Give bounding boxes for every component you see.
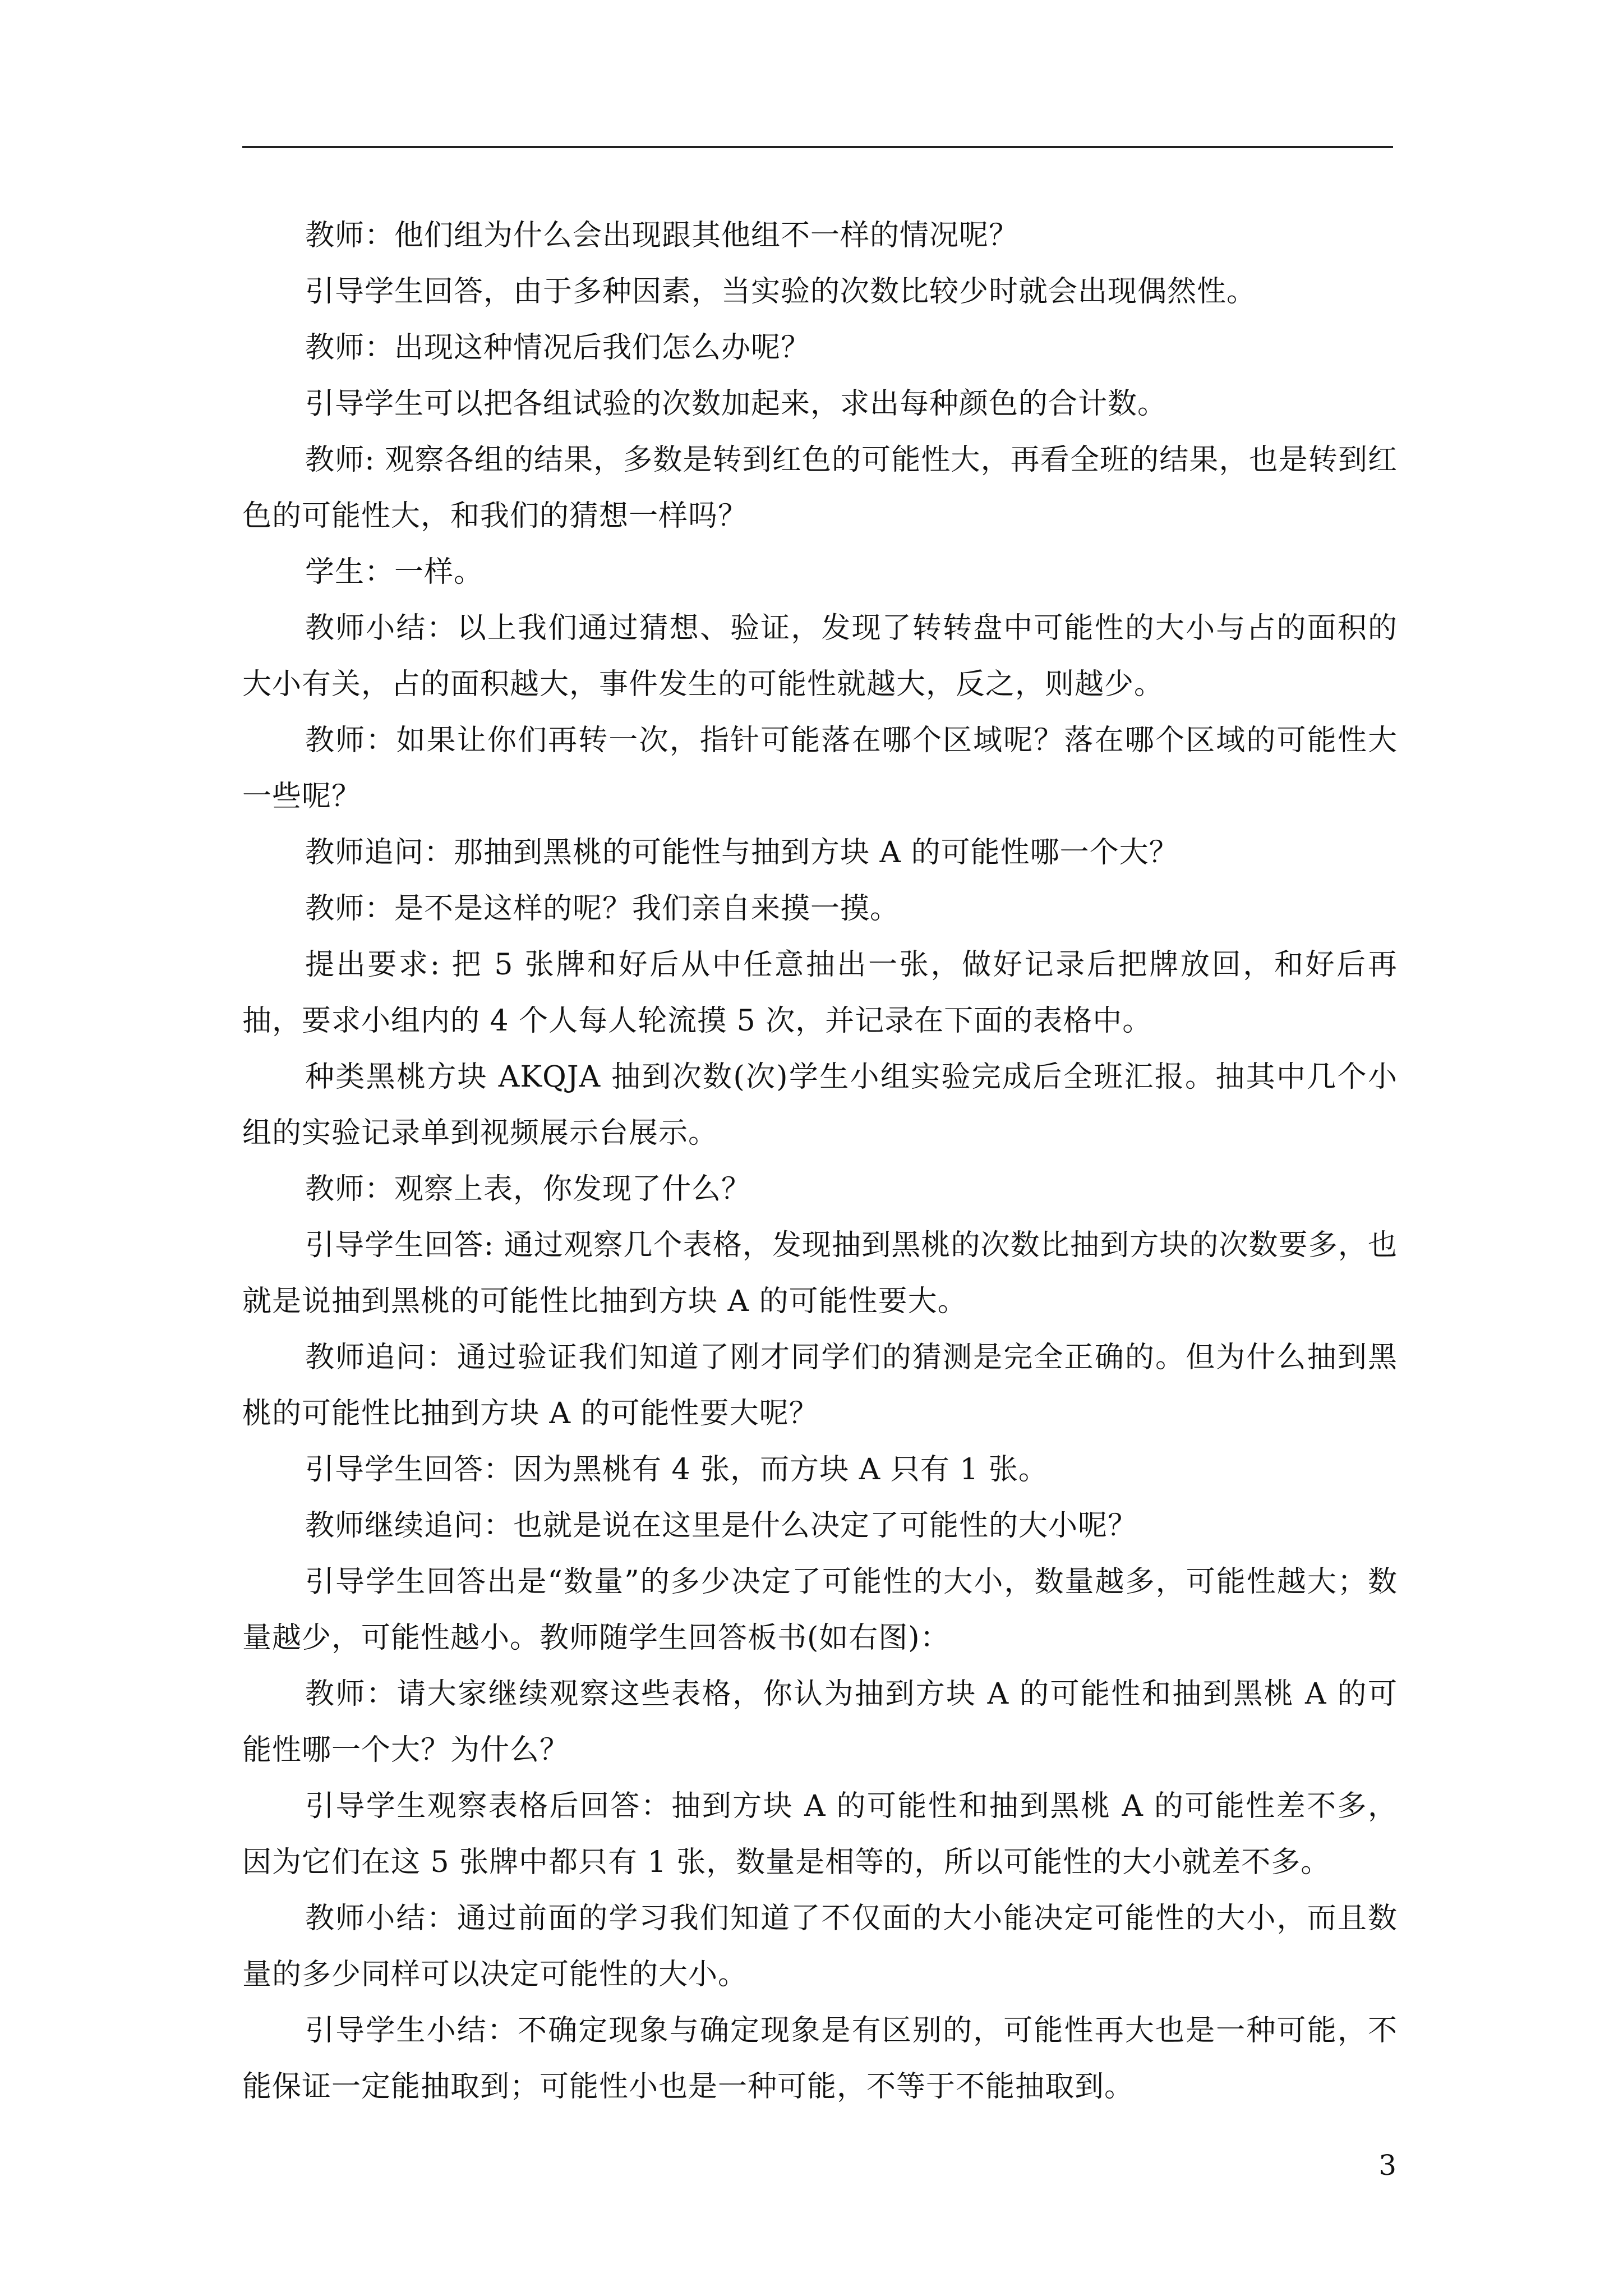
paragraph: 引导学生回答，由于多种因素，当实验的次数比较少时就会出现偶然性。 bbox=[305, 275, 1257, 309]
paragraph: 引导学生回答：因为黑桃有 4 张，而方块 A 只有 1 张。 bbox=[305, 1453, 1048, 1487]
paragraph: 教师：观察上表，你发现了什么？ bbox=[305, 1172, 751, 1206]
paragraph: 教师: 观察各组的结果，多数是转到红色的可能性大，再看全班的结果，也是转到红色的可能性大，和我们的猜想一样吗？ bbox=[242, 443, 1398, 533]
paragraph: 种类黑桃方块 AKQJA 抽到次数(次)学生小组实验完成后全班汇报。抽其中几个小组的实验记录单到视频展示台展示。 bbox=[242, 1060, 1398, 1150]
paragraph: 教师：请大家继续观察这些表格，你认为抽到方块 A 的可能性和抽到黑桃 A 的可能性哪一个大？为什么？ bbox=[242, 1677, 1398, 1767]
paragraph: 引导学生小结：不确定现象与确定现象是有区别的，可能性再大也是一种可能，不能保证一定能抽取到；可能性小也是一种可能，不等于不能抽取到。 bbox=[242, 2014, 1398, 2104]
paragraph: 教师：如果让你们再转一次，指针可能落在哪个区域呢？落在哪个区域的可能性大一些呢？ bbox=[242, 724, 1398, 813]
paragraph: 教师：是不是这样的呢？我们亲自来摸一摸。 bbox=[305, 892, 900, 926]
paragraph: 教师小结：通过前面的学习我们知道了不仅面的大小能决定可能性的大小，而且数量的多少同样可以决定可能性的大小。 bbox=[242, 1902, 1398, 1991]
paragraph: 教师：出现这种情况后我们怎么办呢？ bbox=[305, 331, 811, 365]
paragraph: 教师追问：通过验证我们知道了刚才同学们的猜测是完全正确的。但为什么抽到黑桃的可能性比抽到方块 A 的可能性要大呢？ bbox=[242, 1341, 1398, 1430]
page-number: 3 bbox=[1378, 2149, 1396, 2182]
paragraph: 教师：他们组为什么会出现跟其他组不一样的情况呢？ bbox=[305, 219, 1019, 252]
paragraph: 引导学生观察表格后回答：抽到方块 A 的可能性和抽到黑桃 A 的可能性差不多，因为它们在这 5 张牌中都只有 1 张，数量是相等的，所以可能性的大小就差不多。 bbox=[242, 1789, 1398, 1879]
document-body bbox=[242, 208, 1398, 2115]
paragraph: 引导学生回答出是“数量”的多少决定了可能性的大小，数量越多，可能性越大；数量越少，可能性越小。教师随学生回答板书(如右图)： bbox=[242, 1565, 1398, 1655]
paragraph: 教师继续追问：也就是说在这里是什么决定了可能性的大小呢？ bbox=[305, 1509, 1138, 1543]
paragraph: 提出要求: 把 5 张牌和好后从中任意抽出一张，做好记录后把牌放回，和好后再抽，要求小组内的 4 个人每人轮流摸 5 次，并记录在下面的表格中。 bbox=[242, 948, 1398, 1038]
paragraph: 学生：一样。 bbox=[305, 555, 484, 589]
paragraph: 引导学生可以把各组试验的次数加起来，求出每种颜色的合计数。 bbox=[305, 387, 1168, 421]
header-rule bbox=[242, 146, 1393, 148]
paragraph: 教师追问：那抽到黑桃的可能性与抽到方块 A 的可能性哪一个大？ bbox=[305, 836, 1179, 869]
paragraph: 引导学生回答: 通过观察几个表格，发现抽到黑桃的次数比抽到方块的次数要多，也就是说抽到黑桃的可能性比抽到方块 A 的可能性要大。 bbox=[242, 1228, 1398, 1318]
paragraph: 教师小结：以上我们通过猜想、验证，发现了转转盘中可能性的大小与占的面积的大小有关，占的面积越大，事件发生的可能性就越大，反之，则越少。 bbox=[242, 611, 1398, 701]
